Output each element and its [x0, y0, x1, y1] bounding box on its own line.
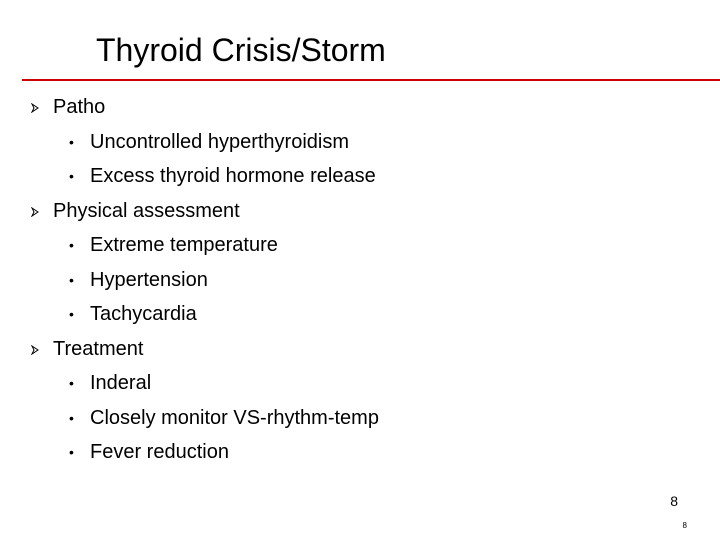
bullet-text: Fever reduction: [90, 441, 229, 463]
bullet-text: Patho: [53, 96, 106, 118]
bullet-item: [0, 401, 720, 436]
bullet-item: [0, 366, 720, 401]
dot-bullet-icon: •: [69, 133, 74, 150]
bullet-text: Inderal: [90, 372, 152, 394]
dot-bullet-icon: •: [69, 444, 74, 460]
bullet-item: [0, 263, 720, 298]
footer-page-number: 8: [682, 521, 687, 530]
bullet-item: [0, 228, 720, 263]
bullet-item: [0, 435, 720, 470]
dot-bullet-icon: •: [69, 306, 74, 322]
bullet-text: Closely monitor VS-rhythm-temp: [90, 406, 379, 429]
arrow-bullet-icon: [30, 194, 44, 229]
bullet-text: Physical assessment: [53, 199, 240, 222]
bullet-item: [0, 125, 720, 160]
title-divider: [22, 79, 720, 81]
dot-bullet-icon: •: [69, 375, 74, 391]
bullet-text: Extreme temperature: [90, 234, 278, 256]
arrow-bullet-icon: [30, 90, 44, 125]
bullet-text: Excess thyroid hormone release: [90, 165, 376, 187]
bullet-text: Treatment: [53, 337, 144, 360]
bullet-text: Tachycardia: [90, 303, 197, 325]
dot-bullet-icon: •: [69, 409, 74, 426]
bullet-text: Hypertension: [90, 268, 208, 291]
arrow-bullet-icon: [30, 332, 44, 367]
bullet-item: [0, 159, 720, 194]
bullet-item: [0, 297, 720, 332]
dot-bullet-icon: •: [69, 271, 74, 288]
page-title: Thyroid Crisis/Storm: [96, 32, 386, 68]
slide-number: 8: [670, 493, 678, 509]
bullet-item: [0, 194, 720, 229]
bullet-item: [0, 332, 720, 367]
dot-bullet-icon: •: [69, 237, 74, 253]
bullet-list: [0, 90, 720, 470]
dot-bullet-icon: •: [69, 168, 74, 184]
bullet-text: Uncontrolled hyperthyroidism: [90, 130, 350, 153]
bullet-item: [0, 90, 720, 125]
